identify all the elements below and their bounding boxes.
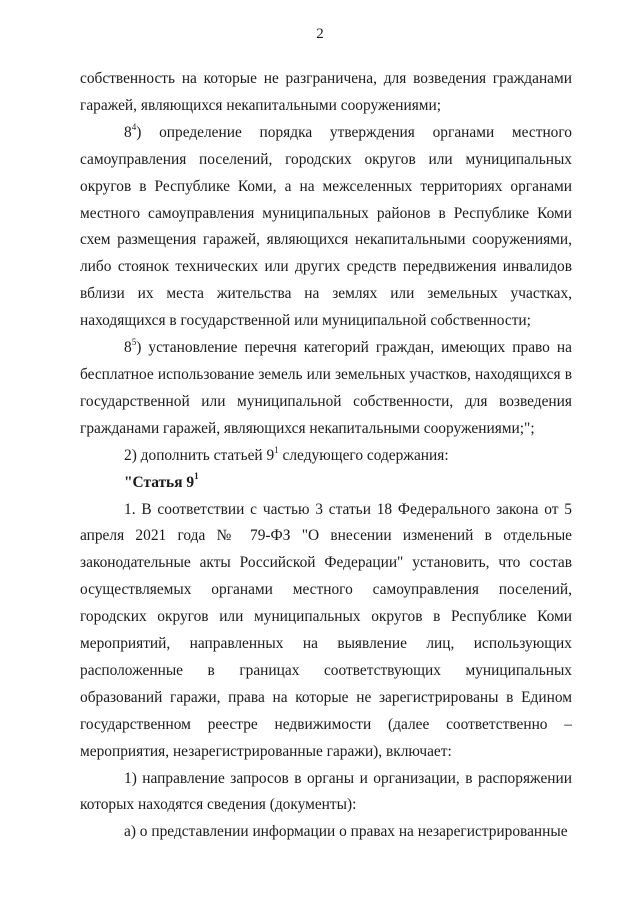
item-text: ) установление перечня категорий граждан, имеющих право на бесплатное использование земель или земельных участков, находящихся в государственной или муниципальной собственности, для возведения гражданами гаражей, являющихся некапитальными сооружениями;"; (80, 339, 572, 437)
article-superscript: 1 (194, 471, 199, 482)
article-subitem-a: а) о представлении информации о правах на незарегистрированные (124, 823, 568, 841)
item-superscript: 4 (131, 121, 137, 132)
item-number: 8 (124, 123, 132, 141)
item-superscript: 1 (274, 444, 279, 455)
page-number: 2 (316, 26, 324, 42)
paragraph-continuation: собственность на которые не разграничена, для возведения гражданами гаражей, являющихся некапитальными сооружениями; (80, 70, 572, 114)
paragraph-item-8-4 (80, 120, 572, 335)
item-tail: следующего содержания: (278, 446, 449, 464)
item-text: ) определение порядка утверждения органами местного самоуправления поселений, городских округов или муниципальных округов в Республике Коми, а на межселенных территориях органами местного самоуправления муниципальных районов в Республике Коми схем размещения гаражей, являющихся некапитальными сооружениями, либо стоянок технических или других средств передвижения инвалидов вблизи их места жительства на землях или земельных участках, находящихся в государственной или муниципальной собственности; (80, 123, 572, 330)
article-title: "Статья 9 (124, 473, 195, 491)
item-number: 8 (124, 339, 132, 357)
paragraph-item-2 (80, 443, 572, 470)
article-paragraph-1: 1. В соответствии с частью 3 статьи 18 Федерального закона от 5 апреля 2021 года № 79-ФЗ "О внесении изменений в отдельные законодательные акты Российской Федерации" установить, что состав осуществляемых органами местного самоуправления поселений, городских округов или муниципальных округов в Республике Коми мероприятий, направленных на выявление лиц, использующих расположенные в границах соответствующих муниципальных образований гаражи, права на которые не зарегистрированы в Едином государственном реестре недвижимости (далее соответственно – мероприятия, незарегистрированные гаражи), включает: (80, 500, 572, 760)
article-subitem-1: 1) направление запросов в органы и организации, в распоряжении которых находятся сведения (документы): (80, 769, 572, 814)
item-superscript: 5 (131, 336, 137, 347)
article-heading (80, 470, 572, 497)
item-text: 2) дополнить статьей 9 (124, 446, 275, 464)
document-body (80, 66, 572, 846)
paragraph-item-8-5 (80, 335, 572, 443)
